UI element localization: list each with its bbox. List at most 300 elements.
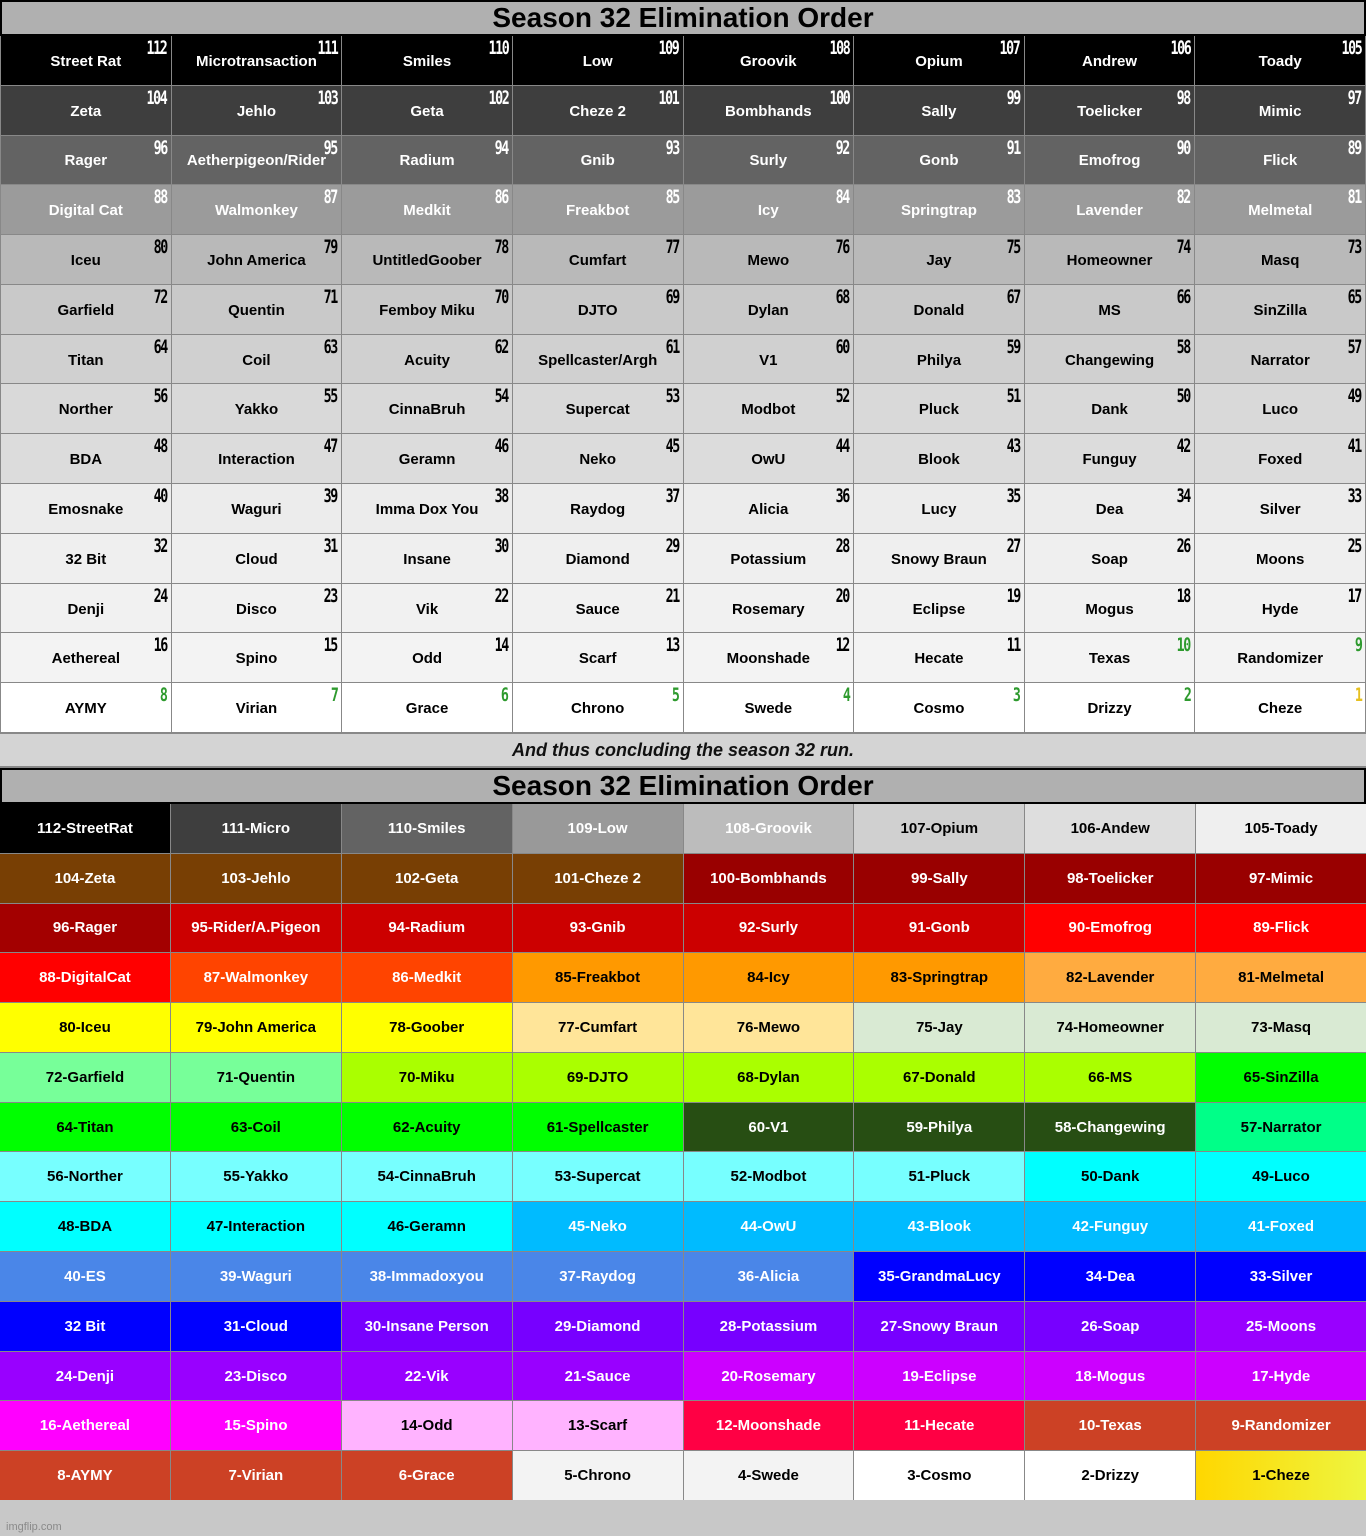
contestant-name: Scarf (578, 650, 617, 668)
placement-number: 108 (829, 37, 850, 59)
contestant-cell (342, 285, 512, 334)
placement-cell (1025, 1451, 1195, 1500)
placement-number: 21 (665, 584, 679, 607)
placement-label: 20-Rosemary (721, 1367, 816, 1385)
contestant-name: Sauce (575, 600, 620, 618)
placement-label: 31-Cloud (223, 1317, 288, 1335)
placement-label: 109-Low (567, 819, 628, 837)
contestant-cell (513, 235, 683, 284)
placement-cell (342, 1401, 512, 1450)
placement-cell (342, 1003, 512, 1052)
contestant-cell (1, 434, 171, 483)
contestant-cell (172, 434, 342, 483)
contestant-cell (342, 534, 512, 583)
contestant-cell (854, 36, 1024, 85)
contestant-cell (1195, 185, 1365, 234)
contestant-name: Groovik (739, 52, 797, 70)
placement-number: 3 (1013, 684, 1020, 707)
placement-label: 112-StreetRat (36, 819, 133, 837)
placement-number: 37 (665, 485, 679, 508)
contestant-name: Rosemary (732, 600, 805, 618)
contestant-name: Masq (1261, 252, 1300, 270)
placement-number: 106 (1170, 37, 1191, 59)
contestant-cell (684, 36, 854, 85)
contestant-name: SinZilla (1253, 301, 1307, 319)
contestant-cell (684, 185, 854, 234)
contestant-cell (513, 86, 683, 135)
placement-label: 97-Mimic (1248, 869, 1314, 887)
contestant-cell (854, 384, 1024, 433)
placement-cell (0, 1451, 170, 1500)
contestant-name: Foxed (1258, 451, 1303, 469)
contestant-name: Funguy (1082, 451, 1137, 469)
placement-cell (171, 1352, 341, 1401)
contestant-name: Cumfart (568, 252, 627, 270)
placement-label: 39-Waguri (219, 1267, 292, 1285)
placement-cell (1025, 1103, 1195, 1152)
placement-number: 75 (1006, 236, 1020, 259)
placement-label: 48-BDA (57, 1218, 113, 1236)
placement-cell (1196, 804, 1366, 853)
contestant-cell (172, 136, 342, 185)
placement-cell (342, 1152, 512, 1201)
placement-cell (1025, 1302, 1195, 1351)
placement-cell (1025, 953, 1195, 1002)
placement-label: 2-Drizzy (1081, 1467, 1139, 1485)
contestant-name: Coil (242, 351, 271, 369)
placement-cell (854, 1103, 1024, 1152)
contestant-name: MS (1098, 301, 1121, 319)
placement-number: 44 (835, 435, 850, 458)
contestant-cell (342, 185, 512, 234)
contestant-name: Zeta (70, 102, 102, 120)
contestant-name: Sally (921, 102, 957, 120)
contestant-cell (684, 285, 854, 334)
contestant-name: Eclipse (912, 600, 966, 618)
placement-label: 40-ES (64, 1267, 106, 1285)
contestant-cell (854, 136, 1024, 185)
placement-label: 24-Denji (55, 1367, 115, 1385)
placement-label: 82-Lavender (1066, 969, 1155, 987)
placement-cell (0, 1252, 170, 1301)
contestant-name: Iceu (70, 252, 101, 270)
contestant-name: Disco (236, 600, 277, 618)
contestant-cell (342, 584, 512, 633)
placement-label: 29-Diamond (554, 1317, 641, 1335)
placement-cell (1025, 1003, 1195, 1052)
placement-number: 12 (835, 634, 850, 657)
contestant-cell (513, 683, 683, 732)
placement-label: 85-Freakbot (555, 969, 641, 987)
contestant-cell (342, 235, 512, 284)
contestant-name: Acuity (404, 351, 450, 369)
contestant-cell (172, 285, 342, 334)
contestant-name: Aetherpigeon/Rider (186, 152, 327, 170)
placement-label: 65-SinZilla (1243, 1068, 1319, 1086)
placement-number: 87 (324, 186, 338, 209)
contestant-cell (513, 633, 683, 682)
placement-number: 69 (665, 285, 679, 308)
placement-number: 66 (1177, 285, 1191, 308)
placement-label: 98-Toelicker (1066, 869, 1154, 887)
contestant-name: Surly (749, 152, 788, 170)
contestant-cell (1025, 384, 1195, 433)
placement-number: 7 (330, 684, 338, 707)
placement-number: 28 (835, 534, 850, 557)
contestant-cell (513, 335, 683, 384)
contestant-cell (1025, 235, 1195, 284)
placement-number: 38 (494, 485, 508, 508)
contestant-name: Chrono (571, 700, 625, 718)
contestant-cell (854, 86, 1024, 135)
contestant-name: Freakbot (566, 202, 630, 220)
placement-label: 3-Cosmo (907, 1467, 972, 1485)
contestant-cell (684, 633, 854, 682)
placement-label: 9-Randomizer (1231, 1417, 1331, 1435)
placement-label: 75-Jay (915, 1019, 963, 1037)
placement-cell (171, 953, 341, 1002)
placement-cell (854, 854, 1024, 903)
contestant-cell (684, 484, 854, 533)
bottom-table-title: Season 32 Elimination Order (0, 768, 1366, 804)
placement-number: 34 (1177, 485, 1191, 508)
contestant-name: Moonshade (726, 650, 810, 668)
contestant-name: Gonb (919, 152, 959, 170)
placement-number: 56 (153, 385, 167, 408)
placement-cell (513, 1152, 683, 1201)
placement-number: 112 (146, 37, 167, 59)
contestant-cell (1, 584, 171, 633)
placement-number: 31 (324, 534, 338, 557)
placement-cell (171, 854, 341, 903)
placement-number: 40 (153, 485, 167, 508)
placement-number: 70 (494, 285, 508, 308)
placement-label: 83-Springtrap (890, 969, 989, 987)
placement-number: 33 (1347, 485, 1361, 508)
placement-label: 93-Gnib (569, 919, 626, 937)
placement-label: 101-Cheze 2 (554, 869, 641, 887)
placement-cell (1025, 1202, 1195, 1251)
placement-cell (854, 1401, 1024, 1450)
placement-label: 60-V1 (748, 1118, 789, 1136)
placement-number: 5 (671, 684, 679, 707)
placement-number: 42 (1177, 435, 1191, 458)
contestant-name: Toelicker (1077, 102, 1142, 120)
placement-label: 51-Pluck (908, 1168, 971, 1186)
placement-number: 18 (1177, 584, 1191, 607)
placement-cell (1025, 1401, 1195, 1450)
bottom-elimination-grid (0, 804, 1366, 1500)
placement-cell (513, 854, 683, 903)
contestant-name: Microtransaction (196, 52, 317, 70)
contestant-name: Modbot (741, 401, 796, 419)
contestant-cell (1025, 534, 1195, 583)
contestant-cell (1195, 384, 1365, 433)
placement-label: 27-Snowy Braun (880, 1317, 999, 1335)
placement-cell (171, 1451, 341, 1500)
placement-label: 13-Scarf (567, 1417, 628, 1435)
contestant-cell (854, 434, 1024, 483)
placement-number: 16 (153, 634, 167, 657)
contestant-name: Cosmo (913, 700, 965, 718)
placement-label: 36-Alicia (737, 1267, 800, 1285)
placement-number: 107 (999, 37, 1020, 59)
placement-number: 10 (1177, 634, 1191, 657)
contestant-cell (342, 384, 512, 433)
contestant-name: Femboy Miku (379, 301, 475, 319)
contestant-name: Spellcaster/Argh (538, 351, 658, 369)
placement-cell (171, 1252, 341, 1301)
placement-cell (1196, 1352, 1366, 1401)
contestant-cell (1025, 584, 1195, 633)
placement-label: 52-Modbot (730, 1168, 807, 1186)
placement-cell (684, 1003, 854, 1052)
placement-label: 62-Acuity (392, 1118, 461, 1136)
conclusion-banner: And thus concluding the season 32 run. (0, 732, 1366, 768)
placement-cell (1025, 1053, 1195, 1102)
placement-number: 81 (1347, 186, 1361, 209)
placement-cell (1025, 1152, 1195, 1201)
placement-number: 72 (153, 285, 167, 308)
contestant-name: Alicia (748, 500, 789, 518)
placement-label: 69-DJTO (566, 1068, 629, 1086)
placement-cell (0, 1053, 170, 1102)
contestant-cell (342, 484, 512, 533)
placement-number: 94 (494, 136, 508, 159)
placement-number: 15 (324, 634, 338, 657)
contestant-name: Flick (1263, 152, 1298, 170)
placement-number: 83 (1006, 186, 1020, 209)
contestant-cell (1, 285, 171, 334)
placement-label: 100-Bombhands (710, 869, 827, 887)
contestant-name: Andrew (1082, 52, 1138, 70)
placement-number: 93 (665, 136, 679, 159)
contestant-name: AYMY (64, 700, 107, 718)
placement-number: 45 (665, 435, 679, 458)
contestant-name: Mimic (1258, 102, 1302, 120)
placement-number: 77 (665, 236, 679, 259)
placement-label: 30-Insane Person (364, 1317, 489, 1335)
contestant-name: Drizzy (1087, 700, 1132, 718)
contestant-name: Narrator (1250, 351, 1310, 369)
placement-cell (1025, 1352, 1195, 1401)
contestant-name: Rager (64, 152, 108, 170)
placement-number: 89 (1347, 136, 1361, 159)
placement-cell (0, 1003, 170, 1052)
placement-label: 88-DigitalCat (39, 969, 131, 987)
placement-cell (684, 804, 854, 853)
contestant-cell (1, 534, 171, 583)
placement-label: 59-Philya (906, 1118, 973, 1136)
placement-cell (342, 1252, 512, 1301)
placement-number: 103 (317, 86, 338, 109)
placement-number: 74 (1177, 236, 1191, 259)
top-table-title: Season 32 Elimination Order (0, 0, 1366, 36)
placement-number: 78 (494, 236, 508, 259)
contestant-cell (1195, 683, 1365, 732)
placement-number: 100 (829, 86, 850, 109)
contestant-name: Homeowner (1066, 252, 1153, 270)
contestant-name: Mewo (747, 252, 790, 270)
contestant-cell (854, 185, 1024, 234)
contestant-cell (342, 335, 512, 384)
placement-cell (1196, 1302, 1366, 1351)
placement-number: 52 (835, 385, 850, 408)
contestant-name: Opium (915, 52, 963, 70)
placement-number: 97 (1347, 86, 1361, 109)
placement-cell (513, 1053, 683, 1102)
placement-cell (513, 1003, 683, 1052)
placement-cell (513, 804, 683, 853)
contestant-name: Swede (744, 700, 793, 718)
placement-cell (342, 854, 512, 903)
contestant-cell (172, 335, 342, 384)
contestant-cell (1195, 136, 1365, 185)
contestant-cell (172, 484, 342, 533)
contestant-name: Soap (1091, 550, 1128, 568)
placement-label: 92-Surly (738, 919, 799, 937)
contestant-name: Quentin (228, 301, 285, 319)
placement-label: 49-Luco (1252, 1168, 1310, 1186)
placement-number: 105 (1341, 37, 1361, 59)
contestant-name: Waguri (231, 500, 282, 518)
placement-cell (513, 1401, 683, 1450)
placement-cell (0, 904, 170, 953)
placement-cell (854, 904, 1024, 953)
placement-number: 90 (1177, 136, 1191, 159)
contestant-cell (513, 584, 683, 633)
placement-label: 63-Coil (230, 1118, 281, 1136)
placement-number: 96 (153, 136, 167, 159)
contestant-name: Texas (1088, 650, 1131, 668)
placement-cell (513, 1103, 683, 1152)
placement-number: 53 (665, 385, 679, 408)
placement-number: 19 (1006, 584, 1020, 607)
placement-label: 7-Virian (228, 1467, 284, 1485)
contestant-cell (1025, 335, 1195, 384)
placement-cell (684, 1302, 854, 1351)
placement-number: 82 (1177, 186, 1191, 209)
contestant-cell (684, 235, 854, 284)
contestant-cell (1, 235, 171, 284)
contestant-cell (342, 86, 512, 135)
contestant-cell (1, 36, 171, 85)
placement-number: 2 (1183, 684, 1191, 707)
placement-number: 62 (494, 335, 508, 358)
placement-cell (513, 1202, 683, 1251)
contestant-name: Dylan (747, 301, 789, 319)
placement-cell (1196, 1451, 1366, 1500)
placement-number: 23 (324, 584, 338, 607)
contestant-cell (854, 633, 1024, 682)
contestant-cell (172, 235, 342, 284)
placement-cell (171, 804, 341, 853)
placement-cell (1196, 1401, 1366, 1450)
contestant-name: Cloud (235, 550, 278, 568)
contestant-name: Walmonkey (215, 202, 298, 220)
placement-cell (684, 1451, 854, 1500)
placement-number: 76 (835, 236, 850, 259)
contestant-cell (513, 484, 683, 533)
contestant-cell (1195, 285, 1365, 334)
contestant-name: Philya (916, 351, 962, 369)
placement-label: 18-Mogus (1075, 1367, 1146, 1385)
placement-number: 30 (494, 534, 508, 557)
placement-cell (684, 1401, 854, 1450)
placement-label: 26-Soap (1081, 1317, 1140, 1335)
contestant-name: Geta (410, 102, 444, 120)
placement-number: 65 (1347, 285, 1361, 308)
placement-number: 24 (153, 584, 167, 607)
placement-cell (342, 1451, 512, 1500)
contestant-name: Geramn (398, 451, 456, 469)
placement-label: 15-Spino (224, 1417, 288, 1435)
contestant-name: Grace (405, 700, 449, 718)
placement-label: 71-Quentin (216, 1068, 295, 1086)
placement-number: 60 (835, 335, 850, 358)
placement-number: 27 (1006, 534, 1020, 557)
contestant-name: Randomizer (1237, 650, 1324, 668)
contestant-name: Virian (235, 700, 278, 718)
contestant-cell (1025, 633, 1195, 682)
contestant-cell (1025, 683, 1195, 732)
contestant-cell (1, 86, 171, 135)
placement-cell (1196, 1202, 1366, 1251)
contestant-cell (172, 683, 342, 732)
placement-number: 41 (1347, 435, 1361, 458)
placement-number: 86 (494, 186, 508, 209)
placement-label: 74-Homeowner (1056, 1019, 1164, 1037)
contestant-cell (342, 136, 512, 185)
placement-cell (684, 1202, 854, 1251)
placement-label: 17-Hyde (1251, 1367, 1311, 1385)
placement-cell (171, 1302, 341, 1351)
placement-label: 106-Andew (1070, 819, 1150, 837)
placement-label: 87-Walmonkey (203, 969, 309, 987)
contestant-name: Odd (412, 650, 443, 668)
placement-cell (513, 953, 683, 1002)
placement-label: 22-Vik (404, 1367, 449, 1385)
contestant-cell (854, 683, 1024, 732)
placement-number: 102 (488, 86, 508, 109)
placement-number: 29 (665, 534, 679, 557)
placement-number: 54 (494, 385, 508, 408)
placement-number: 110 (488, 37, 508, 59)
contestant-name: Aethereal (51, 650, 120, 668)
contestant-name: Silver (1259, 500, 1301, 518)
placement-number: 20 (835, 584, 850, 607)
placement-cell (1025, 1252, 1195, 1301)
placement-label: 37-Raydog (559, 1267, 636, 1285)
contestant-cell (172, 633, 342, 682)
contestant-cell (172, 185, 342, 234)
contestant-cell (1025, 434, 1195, 483)
placement-cell (1196, 904, 1366, 953)
placement-cell (1196, 1003, 1366, 1052)
placement-label: 58-Changewing (1054, 1118, 1166, 1136)
contestant-cell (1025, 285, 1195, 334)
contestant-cell (172, 534, 342, 583)
contestant-name: Changewing (1064, 351, 1155, 369)
placement-label: 50-Dank (1081, 1168, 1140, 1186)
placement-cell (854, 1152, 1024, 1201)
contestant-name: Yakko (234, 401, 279, 419)
placement-cell (342, 904, 512, 953)
placement-number: 95 (324, 136, 338, 159)
contestant-name: Hecate (914, 650, 964, 668)
placement-label: 54-CinnaBruh (377, 1168, 476, 1186)
placement-cell (171, 1003, 341, 1052)
